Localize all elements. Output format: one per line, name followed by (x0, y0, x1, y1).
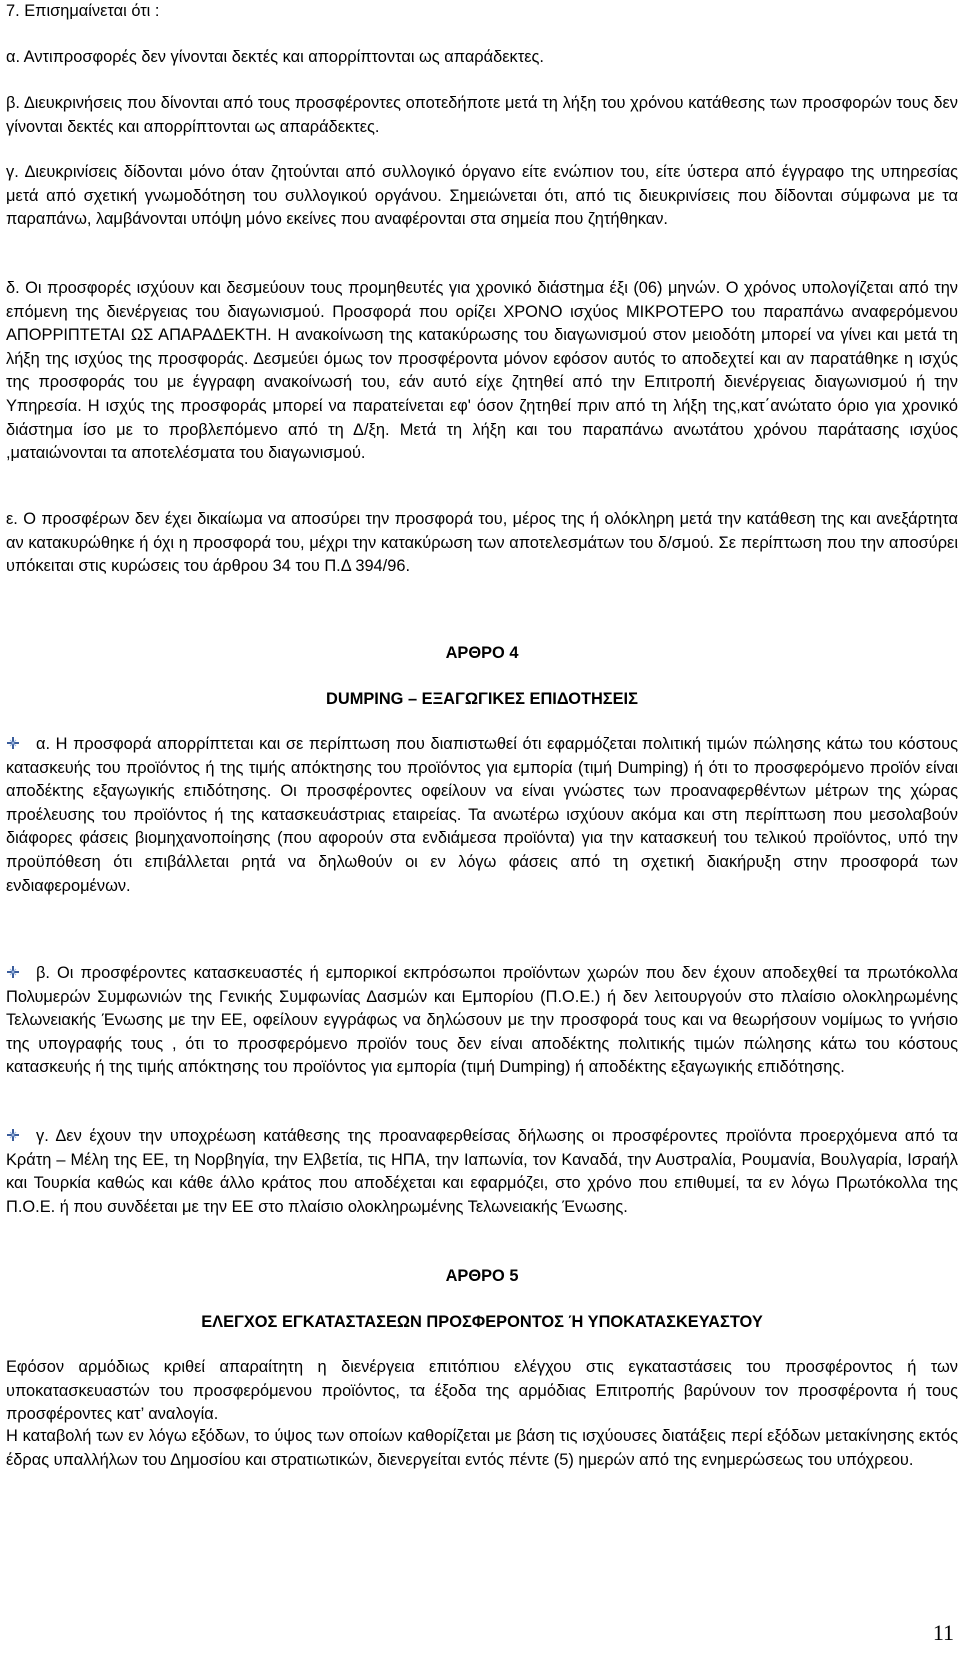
item7-a: α. Αντιπροσφορές δεν γίνονται δεκτές και απορρίπτονται ως απαράδεκτες. (6, 48, 544, 66)
article4-b (6, 962, 958, 1080)
article4-a-text: α. Η προσφορά απορρίπτεται και σε περίπτωση που διαπιστωθεί ότι εφαρμόζεται πολιτική τιμών πώλησης κάτω του κόστους κατασκευής του προϊόντος ή της τιμής απόκτησης του προϊόντος για εμπορία (τιμή Dumping) ή ότι το προσφερόμενο προϊόν είναι αποδέκτης εξαγωγικής επιδότησης. Οι προσφέροντες οφείλουν να είναι γνώστες των προαναφερθέντων μέτρων της χώρας προέλευσης του προϊόντος ή της κατασκευάστριας εταιρείας. Τα ανωτέρω ισχύουν ακόμα και στη περίπτωση που μεσολαβούν διάφορες φάσεις βιομηχανοποίησης (που αφορούν στα ενδιάμεσα προϊόντα) για την κατασκευή του τελικού προϊόντος, υπό την προϋπόθεση ότι επιβάλλεται ρητά να δηλωθούν οι εν λόγω φάσεις από τη σχετική διακήρυξη στην προσφορά των ενδιαφερομένων. (6, 735, 958, 895)
article4-b-block (6, 962, 958, 1080)
item7-e: ε. Ο προσφέρων δεν έχει δικαίωμα να αποσύρει την προσφορά του, μέρος της ή ολόκληρη μετά την κατάθεση της και ανεξάρτητα αν κατακυρώθηκε ή όχι η προσφορά του, μέχρι την κατακύρωση των αποτελεσμάτων του δ/σμού. Σε περίπτωση που την αποσύρει υπόκειται στις κυρώσεις του άρθρου 34 του Π.Δ 394/96. (6, 510, 958, 576)
article4-b-text: β. Οι προσφέροντες κατασκευαστές ή εμπορικοί εκπρόσωποι προϊόντων χωρών που δεν έχουν αποδεχθεί τα πρωτόκολλα Πολυμερών Συμφωνιών της Γενικής Συμφωνίας Δασμών και Εμπορίου (Π.Ο.Ε.) ή δεν λειτουργούν στο πλαίσιο ολοκληρωμένης Τελωνειακής Ένωσης με την ΕΕ, οφείλουν εγγράφως να δηλώσουν με την προσφορά τους και να θεωρήσουν νομίμως το γνήσιο της υπογραφής τους , ότι το προσφερόμενο προϊόν τους δεν είναι αποδέκτης πολιτικής τιμών πώλησης κάτω του κόστους κατασκευής ή της τιμής απόκτησης του προϊόντος για εμπορία (τιμή Dumping) ή αποδέκτης εξαγωγικής επιδότησης. (6, 964, 958, 1077)
article4-c-block (6, 1125, 958, 1219)
article5-subtitle: ΕΛΕΓΧΟΣ ΕΓΚΑΤΑΣΤΑΣΕΩΝ ΠΡΟΣΦΕΡΟΝΤΟΣ Ή ΥΠΟΚΑΤΑΣΚΕΥΑΣΤΟΥ (201, 1313, 763, 1331)
item7-c: γ. Διευκρινίσεις δίδονται μόνο όταν ζητούνται από συλλογικό όργανο είτε ενώπιον του, είτε ύστερα από έγγραφο της υπηρεσίας μετά από σχετική γνωμοδότηση του συλλογικού οργάνου. Σημειώνεται ότι, από τις διευκρινίσεις που δίδονται σύμφωνα με τα παραπάνω, λαμβάνονται υπόψη μόνο εκείνες που αναφέρονται στα σημεία που ζητήθηκαν. (6, 163, 958, 229)
article4-c-text: γ. Δεν έχουν την υποχρέωση κατάθεσης της προαναφερθείσας δήλωσης οι προσφέροντες προϊόντα προερχόμενα από τα Κράτη – Μέλη της ΕΕ, τη Νορβηγία, την Ελβετία, τις ΗΠΑ, την Ιαπωνία, τον Καναδά, την Αυστραλία, Ρουμανία, Βουλγαρία, Ισραήλ και Τουρκία καθώς και κάθε άλλο κράτος που αποδέχεται και εφαρμόζει, στο χρόνο που επιθυμεί, τα εν λόγω Πρωτόκολλα της Π.Ο.Ε. ή που συνδέεται με την ΕΕ στο πλαίσιο ολοκληρωμένης Τελωνειακής Ένωσης. (6, 1127, 958, 1216)
plus-bullet-icon (6, 963, 20, 977)
article4-c (6, 1125, 958, 1219)
item7-d: δ. Οι προσφορές ισχύουν και δεσμεύουν τους προμηθευτές για χρονικό διάστημα έξι (06) μηνών. Ο χρόνος υπολογίζεται από την επόμενη της διενέργειας του διαγωνισμού. Προσφορά που ορίζει ΧΡΟΝΟ ισχύος ΜΙΚΡΟΤΕΡΟ του παραπάνω αναφερόμενου ΑΠΟΡΡΙΠΤΕΤΑΙ ΩΣ ΑΠΑΡΑΔΕΚΤΗ. Η ανακοίνωση της κατακύρωσης του διαγωνισμού στον μειοδότη μπορεί να γίνει και μετά τη λήξη της ισχύος της προσφοράς. Δεσμεύει όμως τον προσφέροντα μόνον εφόσον αυτός το αποδεχτεί και αν παρατάθηκε η ισχύς της προσφοράς του με έγγραφη ανακοίνωσή του, εάν αυτό είχε ζητηθεί από την Επιτροπή διενέργειας διαγωνισμού ή την Υπηρεσία. Η ισχύς της προσφοράς μπορεί να παρατείνεται εφ' όσον ζητηθεί πριν από τη λήξη της,κατ΄ανώτατο όριο για χρονικό διάστημα ίσο με το προβλεπόμενο από τη Δ/ξη. Μετά τη λήξη και του παραπάνω ανωτάτου χρόνου παράτασης ισχύος ,ματαιώνονται τα αποτελέσματα του διαγωνισμού. (6, 279, 958, 463)
article4-a (6, 733, 958, 898)
article5-p1: Εφόσον αρμόδιως κριθεί απαραίτητη η διενέργεια επιτόπιου ελέγχου στις εγκαταστάσεις του προσφέροντος ή των υποκατασκευαστών του προσφερόμενου προϊόντος, τα έξοδα της αρμόδιας Επιτροπής βαρύνουν τον προσφέροντα ή τους προσφέροντες κατ’ αναλογία. (6, 1358, 958, 1424)
plus-bullet-icon (6, 1126, 20, 1140)
article4-subtitle: DUMPING – ΕΞΑΓΩΓΙΚΕΣ ΕΠΙΔΟΤΗΣΕΙΣ (326, 690, 638, 708)
plus-bullet-icon (6, 734, 20, 748)
article4-a-block (6, 733, 958, 898)
article5-p2: Η καταβολή των εν λόγω εξόδων, το ύψος των οποίων καθορίζεται με βάση τις ισχύουσες διατάξεις περί εξόδων μετακίνησης εκτός έδρας υπαλλήλων του Δημοσίου και στρατιωτικών, διενεργείται εντός πέντε (5) ημερών από της ενημερώσεως του υπόχρεου. (6, 1427, 958, 1469)
item7-intro: 7. Επισημαίνεται ότι : (6, 2, 160, 20)
article5-title: ΑΡΘΡΟ 5 (445, 1267, 519, 1285)
article4-title: ΑΡΘΡΟ 4 (445, 644, 519, 662)
page-number: 11 (932, 1620, 954, 1645)
item7-b: β. Διευκρινήσεις που δίνονται από τους προσφέροντες οποτεδήποτε μετά τη λήξη του χρόνου κατάθεσης των προσφορών τους δεν γίνονται δεκτές και απορρίπτονται ως απαράδεκτες. (6, 94, 958, 136)
